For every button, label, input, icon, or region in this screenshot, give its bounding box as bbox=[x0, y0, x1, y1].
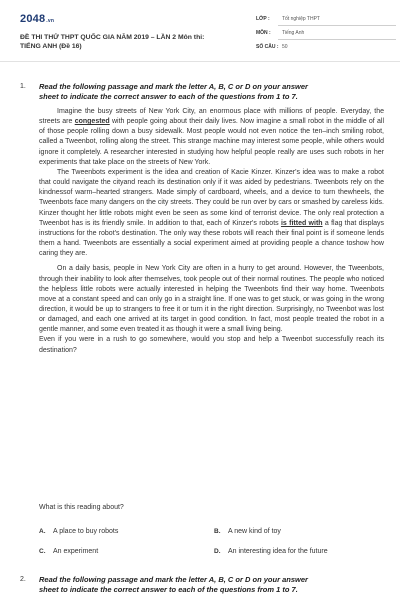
logo-suffix: .vn bbox=[46, 18, 55, 24]
instruction-line2: sheet to indicate the correct answer to each of the questions from 1 to 7. bbox=[39, 92, 298, 101]
instruction-line2: sheet to indicate the correct answer to each of the questions from 1 to 7. bbox=[39, 585, 298, 594]
question-instruction bbox=[39, 575, 387, 595]
reading-passage bbox=[39, 107, 384, 356]
meta-class-value: Tốt nghiệp THPT bbox=[282, 16, 320, 22]
instruction-line1: Read the following passage and mark the letter A, B, C or D on your answer bbox=[39, 82, 308, 91]
instruction-line1: Read the following passage and mark the letter A, B, C or D on your answer bbox=[39, 575, 308, 584]
option-text: An interesting idea for the future bbox=[228, 548, 328, 555]
exam-title-line1: ĐỀ THI THỬ THPT QUỐC GIA NĂM 2019 – LẦN 2 Môn thi: bbox=[20, 34, 205, 41]
logo-main: 2048 bbox=[20, 13, 46, 25]
meta-count-key: SỐ CÂU : bbox=[256, 44, 279, 50]
option-a[interactable] bbox=[39, 528, 118, 535]
question-stem: What is this reading about? bbox=[39, 504, 124, 511]
meta-subject-value: Tiếng Anh bbox=[282, 30, 305, 36]
meta-class-key: LỚP : bbox=[256, 16, 270, 22]
option-text: A new kind of toy bbox=[228, 528, 281, 535]
paragraph-text: The Tweenbots experiment is the idea and creation of Kacie Kinzer. Kinzer's idea was to make a robot that could navigate the cityand reach its destination only if it was aided by pedestrians. Tweenbots rely on the kindnessof warm–hearted strangers. Made simply of cardboard, wheels, and a device to turn thewheels, the Tweenbots face many dangers on the city streets. They could be run over by cars or smashed by careless kids. Kinzer thought her little robots might even be seen as some kind of terrorist device. The only real protection a Tweenbot has is its friendly smile. In addition to that, each of Kinzer's robots bbox=[39, 168, 384, 227]
option-letter: C. bbox=[39, 548, 46, 555]
exam-header bbox=[0, 0, 400, 62]
question-number: 1. bbox=[20, 83, 26, 90]
paragraph-4: Even if you were in a rush to go somewhere, would you stop and help a Tweenbot successfully reach its destination? bbox=[39, 336, 384, 354]
question-number: 2. bbox=[20, 576, 26, 583]
option-text: An experiment bbox=[53, 548, 99, 555]
paragraph-1 bbox=[39, 107, 384, 168]
option-letter: B. bbox=[214, 528, 221, 535]
option-d[interactable] bbox=[214, 548, 328, 555]
meta-subject-key: MÔN : bbox=[256, 30, 271, 36]
meta-divider bbox=[278, 25, 396, 26]
exam-title-line2: TIẾNG ANH (Đề 16) bbox=[20, 43, 82, 50]
paragraph-text: Imagine the busy streets of New York City, an enormous place with millions of people. Everyday, the streets are bbox=[39, 108, 384, 126]
option-b[interactable] bbox=[214, 528, 281, 535]
underlined-word-congested: congested bbox=[74, 118, 110, 126]
option-letter: D. bbox=[214, 548, 221, 555]
question-instruction bbox=[39, 82, 387, 102]
option-text: A place to buy robots bbox=[53, 528, 119, 535]
exam-title bbox=[20, 33, 250, 51]
underlined-phrase-fitted-with: is fitted with bbox=[280, 219, 323, 227]
option-c[interactable] bbox=[39, 548, 98, 555]
paragraph-text: a flag that displays instructions for the robot's destination. The only way these robots will reach their final point is if someone lends them a hand. Tweenbots are essentially a social experiment aimed at providing people a chance toshow how caring they are. bbox=[39, 219, 384, 258]
paragraph-3: On a daily basis, people in New York City are often in a hurry to get around. However, the Tweenbots, through their inability to look after themselves, took people out of their normal routines. The people who noticed the helpless little robots were actually interested in helping the Tweenbots find their way home. Tweenbots move at a constant speed and can only go in a straight line. If one was to get stuck, or was going in the wrong direction, it would be up to strangers to free it or turn it in the right direction. Surprisingly, no Tweenbot was lost or damaged, and each one arrived at its target in good condition. In fact, most people treated the robot in a gentle manner, and some even treated it as though it were a small living being. bbox=[39, 265, 384, 334]
paragraph-2 bbox=[39, 168, 384, 259]
option-letter: A. bbox=[39, 528, 46, 535]
meta-divider bbox=[278, 39, 396, 40]
paragraph-text: with people going about their daily lives. Now imagine a small robot in the middle of all of those people rolling down a busy sidewalk. Most people would not even notice the ten–inch smiling robot, called a Tweenbot, rolling along the street. This strange machine may interest some people, while others would ignore it completely. A researcher interested in studying how helpful people really are uses such robots in her experiments that take place on the streets of New York. bbox=[39, 118, 384, 166]
meta-count-value: 50 bbox=[282, 44, 288, 50]
site-logo[interactable] bbox=[20, 13, 54, 25]
